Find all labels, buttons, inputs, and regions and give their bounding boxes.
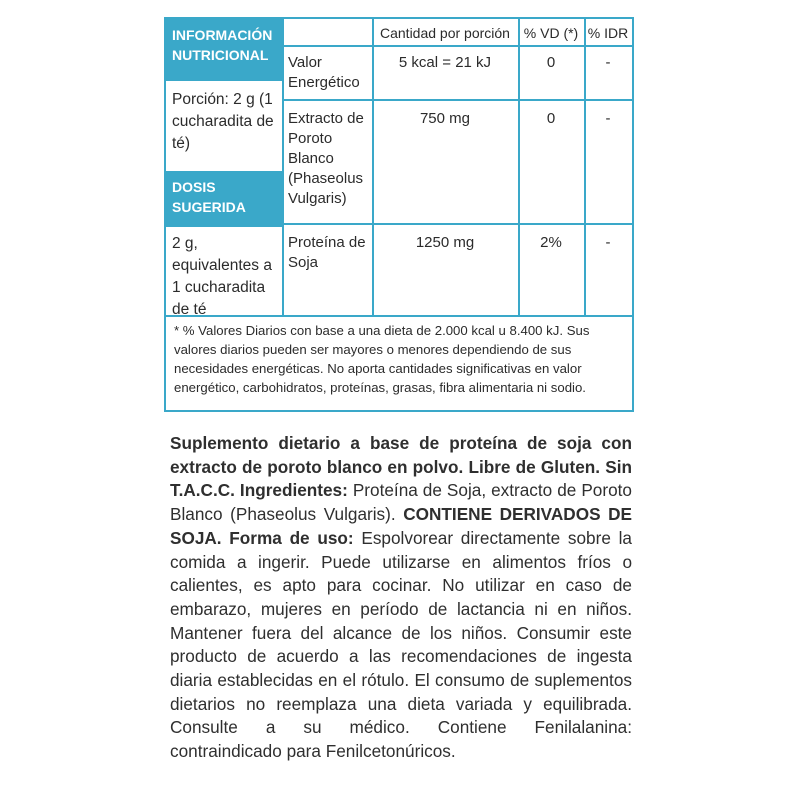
table-title: INFORMACIÓN NUTRICIONAL — [166, 19, 282, 79]
description-warning: CONTIENE DERIVADOS DE SOJA. Forma de uso: — [170, 504, 632, 548]
description-ingredients: Proteína de Soja, extracto de Poroto Blanco (Phaseolus Vulgaris). — [170, 480, 632, 525]
portion-label: Porción: 2 g (1 cucharadita de té) — [172, 91, 274, 152]
description-usage: Espolvorear directamente sobre la comida a ingerir. Puede utilizarse en alimentos fríos o calientes, es apto para cocinar. No utilizar en caso de embarazo, mujeres en período de lactancia ni en niños. Mantener fuera del alcance de los niños. Consumir este producto de acuerdo a las recomendaciones de ingesta diaria establecidas en el rótulo. El consumo de suplementos dietarios no reemplaza una dieta variada y equilibrada. Consulte a su médico. Contiene Fenilalanina: contraindicado para Fenilcetonúricos. — [170, 527, 632, 762]
row-vd: 0 — [546, 110, 556, 127]
row-name: Proteína de Soja — [288, 234, 366, 271]
row-idr: - — [605, 234, 611, 251]
row-amount: 750 mg — [419, 110, 471, 127]
row-name: Extracto de Poroto Blanco (Phaseolus Vulgaris) — [288, 110, 364, 207]
row-vd: 2% — [540, 234, 562, 251]
table-footnote: * % Valores Diarios con base a una dieta de 2.000 kcal u 8.400 kJ. Sus valores diarios pueden ser mayores o menores dependiendo de sus necesidades energéticas. No aporta cantidades significativas en valor energético, carbohidratos, proteínas, grasas, fibra alimentaria ni sodio. — [174, 323, 590, 395]
col-header-vd: % VD (*) — [523, 25, 579, 41]
dose-header: DOSIS SUGERIDA — [166, 171, 282, 225]
description-bold-intro: Suplemento dietario a base de proteína de soja con extracto de poroto blanco en polvo. Libre de Gluten. Sin T.A.C.C. Ingredientes: — [170, 433, 632, 501]
product-description — [170, 432, 632, 764]
row-vd: 0 — [546, 54, 556, 71]
dose-text: 2 g, equivalentes a 1 cucharadita de té — [172, 235, 272, 318]
row-name: Valor Energético — [288, 54, 360, 91]
row-idr: - — [605, 54, 611, 71]
col-header-idr: % IDR — [587, 25, 629, 41]
row-amount: 1250 mg — [415, 234, 475, 251]
row-idr: - — [605, 110, 611, 127]
col-header-amount: Cantidad por porción — [380, 25, 510, 41]
nutrition-table — [164, 17, 634, 412]
row-amount: 5 kcal = 21 kJ — [398, 54, 492, 71]
